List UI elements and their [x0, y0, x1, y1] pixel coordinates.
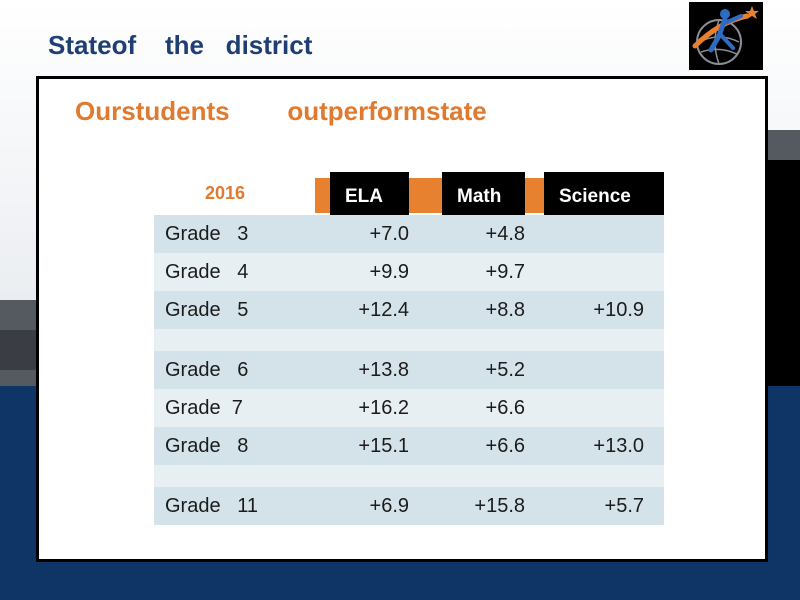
math-cell: +8.8 — [485, 299, 525, 321]
science-cell: +5.7 — [604, 495, 644, 517]
content-panel — [36, 76, 768, 562]
grade-cell: Grade 4 — [165, 261, 249, 283]
math-cell: +9.7 — [485, 261, 525, 283]
grade-cell: Grade 3 — [165, 223, 249, 245]
grade-cell: Grade 5 — [165, 299, 249, 321]
grade-cell: Grade 11 — [165, 495, 259, 517]
math-cell: +6.6 — [485, 435, 525, 457]
ela-cell: +9.9 — [369, 261, 409, 283]
grade-cell: Grade 7 — [165, 397, 243, 419]
column-header-science: Science — [544, 172, 664, 224]
ela-cell: +15.1 — [358, 435, 409, 457]
ela-cell: +13.8 — [358, 359, 409, 381]
year-label: 2016 — [205, 183, 246, 203]
math-cell: +6.6 — [485, 397, 525, 419]
district-logo — [689, 2, 763, 70]
table-row — [154, 291, 664, 329]
figure-globe-star-logo-icon — [689, 2, 763, 70]
score-table — [154, 215, 664, 525]
math-cell: +15.8 — [474, 495, 525, 517]
background-wedge-left — [0, 330, 40, 370]
science-cell: +13.0 — [593, 435, 644, 457]
math-cell: +4.8 — [485, 223, 525, 245]
column-header-ela: ELA — [330, 172, 409, 224]
table-row — [154, 427, 664, 465]
ela-cell: +6.9 — [369, 495, 409, 517]
slide-title: Stateof the district — [48, 30, 313, 60]
slide-subtitle: Ourstudents outperformstate — [75, 96, 487, 126]
science-cell: +10.9 — [593, 299, 644, 321]
ela-cell: +16.2 — [358, 397, 409, 419]
math-cell: +5.2 — [485, 359, 525, 381]
table-row — [154, 389, 664, 427]
table-row — [154, 215, 664, 253]
grade-cell: Grade 6 — [165, 359, 249, 381]
ela-cell: +12.4 — [358, 299, 409, 321]
table-spacer-row — [154, 329, 664, 351]
grade-cell: Grade 8 — [165, 435, 249, 457]
table-row — [154, 487, 664, 525]
ela-cell: +7.0 — [369, 223, 409, 245]
table-row — [154, 351, 664, 389]
table-row — [154, 253, 664, 291]
column-header-math: Math — [442, 172, 525, 224]
table-spacer-row — [154, 465, 664, 487]
